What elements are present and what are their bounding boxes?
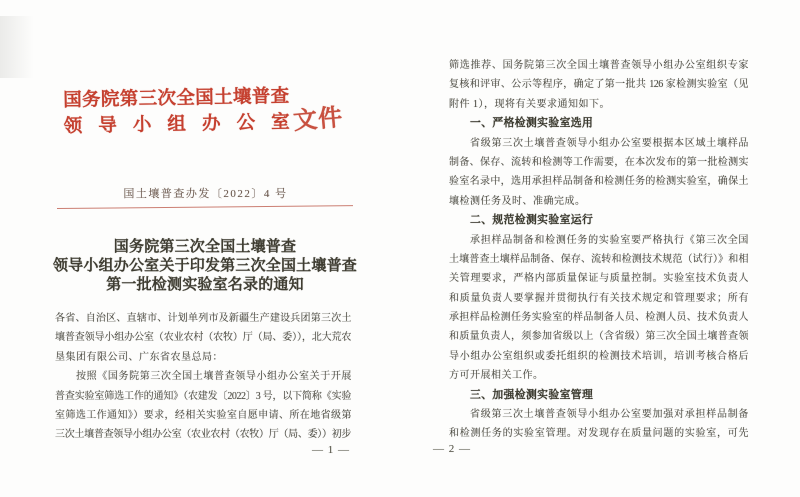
- body-line: 普查实验室筛选工作的通知》（农建发〔2022〕3 号，以下简称《实验: [55, 390, 351, 402]
- section-heading: 三、加强检测实验室管理: [470, 388, 594, 401]
- notice-title-line-2: 领导小组办公室关于印发第三次全国土壤普查: [52, 257, 357, 274]
- page1-body: [55, 309, 351, 445]
- scan-smudge: [0, 16, 34, 78]
- body-line: 室筛选工作通知》）要求，经相关实验室自愿申请、所在地省级第: [55, 409, 351, 421]
- body-line: 关管理要求，严格内部质量保证与质量控制。实验室技术负责人: [449, 273, 748, 285]
- letterhead-org-line1: 国务院第三次全国土壤普查: [63, 86, 290, 111]
- section-heading: 一、严格检测实验室选用: [470, 117, 594, 130]
- page-number-2: — 2 —: [433, 443, 471, 455]
- body-line: 验室名录中，选用承担样品制备和检测任务的检测实验室，确保土: [449, 176, 748, 188]
- body-line: 按照《国务院第三次全国土壤普查领导小组办公室关于开展: [76, 371, 351, 383]
- body-line: 复核和评审、公示等程序，确定了第一批共 126 家检测实验室（见: [449, 79, 748, 91]
- body-line: 和检测任务的实验室管理。对发现存在质量问题的实验室，可先: [449, 428, 748, 440]
- notice-title-line-3: 第一批检测实验室名录的通知: [106, 276, 304, 293]
- page2-body: [449, 56, 748, 444]
- body-line: 壤普查领导小组办公室（农业农村（农牧）厅（局、委）），北大荒农: [55, 332, 351, 344]
- body-line: 各省、自治区、直辖市、计划单列市及新疆生产建设兵团第三次土: [55, 313, 351, 324]
- body-line: 附件 1），现将有关要求通知如下。: [449, 98, 610, 110]
- body-line: 承担样品检测任务实验室的样品制备人员、检测人员、技术负责人: [449, 312, 748, 324]
- body-line: 导小组办公室组织或委托组织的检测技术培训，培训考核合格后: [449, 350, 748, 362]
- body-line: 方可开展相关工作。: [449, 370, 544, 382]
- notice-title-line-1: 国务院第三次全国土壤普查: [113, 239, 297, 255]
- body-line: 制备、保存、流转和检测等工作需要，在本次发布的第一批检测实: [449, 156, 748, 168]
- body-line: 和质量负责人要掌握并贯彻执行有关技术规定和管理要求；所有: [449, 292, 748, 304]
- body-line: 和质量负责人，须参加省级以上（含省级）第三次全国土壤普查领: [449, 331, 748, 343]
- letterhead: [63, 85, 294, 140]
- body-line: 土壤普查土壤样品制备、保存、流转和检测技术规范（试行）》和相: [449, 253, 748, 265]
- page-number-1: — 1 —: [312, 444, 350, 456]
- body-line: 省级第三次土壤普查领导小组办公室要根据本区域土壤样品: [470, 137, 748, 149]
- letterhead-doc-type-label: 文件: [292, 104, 345, 136]
- body-line: 三次土壤普查领导小组办公室（农业农村（农牧）厅（局、委））初步: [55, 429, 351, 441]
- body-line: 承担样品制备和检测任务的实验室要严格执行《第三次全国: [470, 234, 748, 246]
- letterhead-org-line2: 领导小组办公室: [63, 112, 290, 137]
- section-heading: 二、规范检测实验室运行: [470, 214, 594, 227]
- body-line: 垦集团有限公司、广东省农垦总局：: [55, 351, 223, 363]
- body-line: 省级第三次土壤普查领导小组办公室要加强对承担样品制备: [470, 409, 748, 421]
- body-line: 壤检测任务及时、准确完成。: [449, 195, 586, 207]
- red-divider-line: [57, 205, 353, 209]
- notice-title: [52, 238, 358, 294]
- doc-number: 国土壤普查办发〔2022〕4 号: [123, 188, 288, 200]
- body-line: 筛选推荐、国务院第三次全国土壤普查领导小组办公室组织专家: [449, 60, 748, 71]
